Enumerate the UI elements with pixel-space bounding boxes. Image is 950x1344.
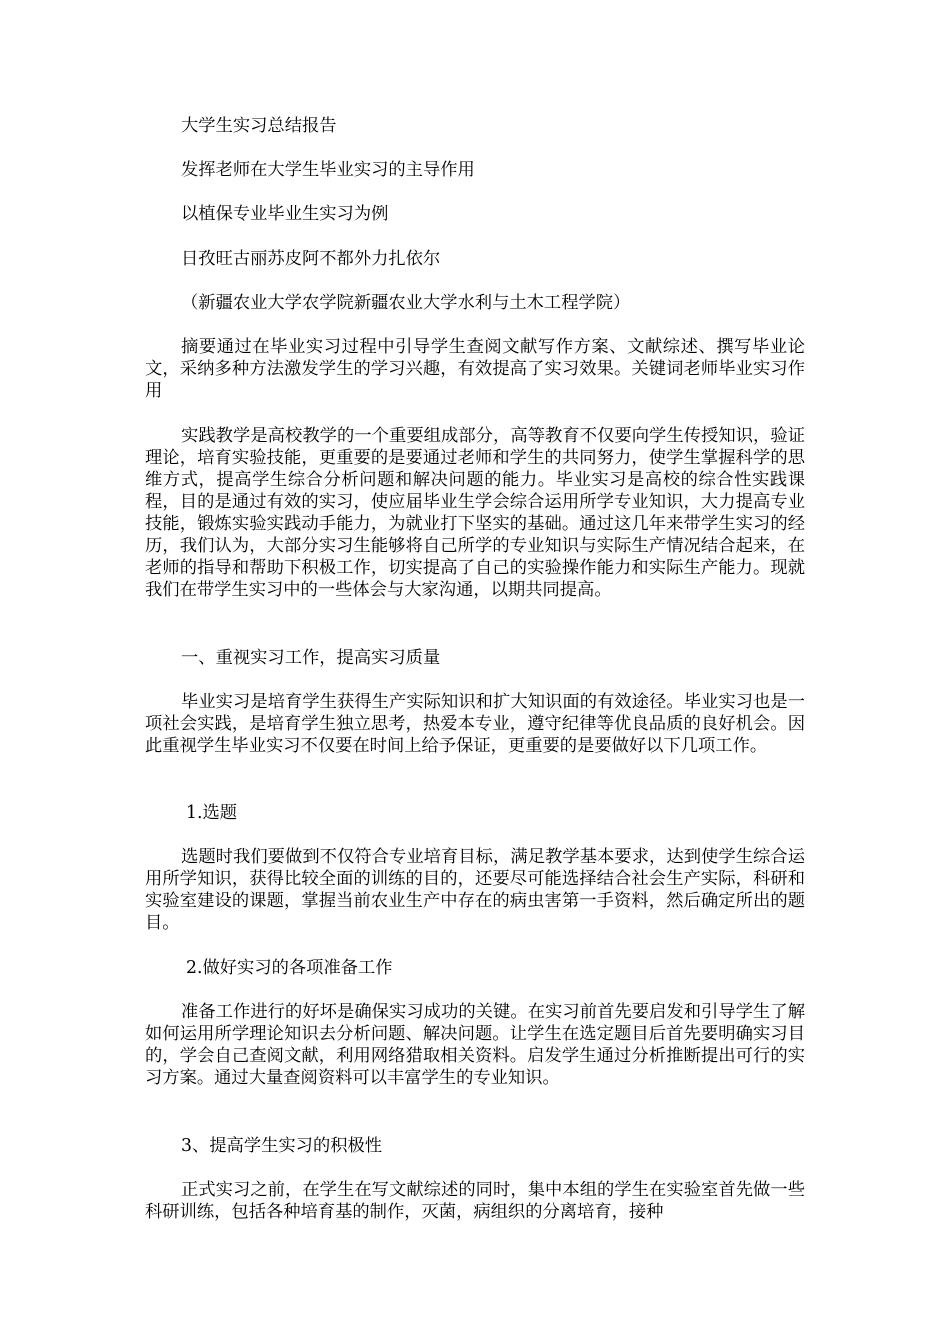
document-authors: 日孜旺古丽苏皮阿不都外力扎依尔 xyxy=(181,249,441,269)
document-subtitle-example: 以植保专业毕业生实习为例 xyxy=(181,204,389,224)
abstract-paragraph: 摘要通过在毕业实习过程中引导学生查阅文献写作方案、文献综述、撰写毕业论文，采纳多种方法激发学生的学习兴趣，有效提高了实习效果。关键词老师毕业实习作用 xyxy=(145,337,805,401)
intro-paragraph: 实践教学是高校教学的一个重要组成部分，高等教育不仅要向学生传授知识，验证理论，培育实验技能，更重要的是要通过老师和学生的共同努力，使学生掌握科学的思维方式，提高学生综合分析问题和解决问题的能力。毕业实习是高校的综合性实践课程，目的是通过有效的实习，使应届毕业生学会综合运用所学专业知识，大力提高专业技能，锻炼实验实践动手能力，为就业打下坚实的基础。通过这几年来带学生实习的经历，我们认为，大部分实习生能够将自己所学的专业知识与实际生产情况结合起来，在老师的指导和帮助下积极工作，切实提高了自己的实验操作能力和实际生产能力。现就我们在带学生实习中的一些体会与大家沟通，以期共同提高。 xyxy=(145,426,805,600)
item1-paragraph: 选题时我们要做到不仅符合专业培育目标，满足教学基本要求，达到使学生综合运用所学知识，获得比较全面的训练的目的，还要尽可能选择结合社会生产实际，科研和实验室建设的课题，掌握当前农业生产中存在的病虫害第一手资料，然后确定所出的题目。 xyxy=(145,847,805,933)
item2-heading: 2.做好实习的各项准备工作 xyxy=(186,958,393,978)
section1-heading: 一、重视实习工作，提高实习质量 xyxy=(181,648,441,668)
document-title: 大学生实习总结报告 xyxy=(181,116,337,136)
item1-heading: 1.选题 xyxy=(186,803,238,823)
document-affiliation: （新疆农业大学农学院新疆农业大学水利与土木工程学院） xyxy=(181,293,631,313)
item2-paragraph: 准备工作进行的好坏是确保实习成功的关键。在实习前首先要启发和引导学生了解如何运用所学理论知识去分析问题、解决问题。让学生在选定题目后首先要明确实习目的，学会自己查阅文献，利用网络猎取相关资料。启发学生通过分析推断提出可行的实习方案。通过大量查阅资料可以丰富学生的专业知识。 xyxy=(145,1002,805,1088)
section1-paragraph: 毕业实习是培育学生获得生产实际知识和扩大知识面的有效途径。毕业实习也是一项社会实践，是培育学生独立思考，热爱本专业，遵守纪律等优良品质的良好机会。因此重视学生毕业实习不仅要在时间上给予保证，更重要的是要做好以下几项工作。 xyxy=(145,692,805,756)
document-subtitle: 发挥老师在大学生毕业实习的主导作用 xyxy=(181,160,475,180)
item3-paragraph: 正式实习之前，在学生在写文献综述的同时，集中本组的学生在实验室首先做一些科研训练，包括各种培育基的制作，灭菌，病组织的分离培育，接种 xyxy=(145,1180,805,1222)
item3-heading: 3、提高学生实习的积极性 xyxy=(181,1136,383,1156)
